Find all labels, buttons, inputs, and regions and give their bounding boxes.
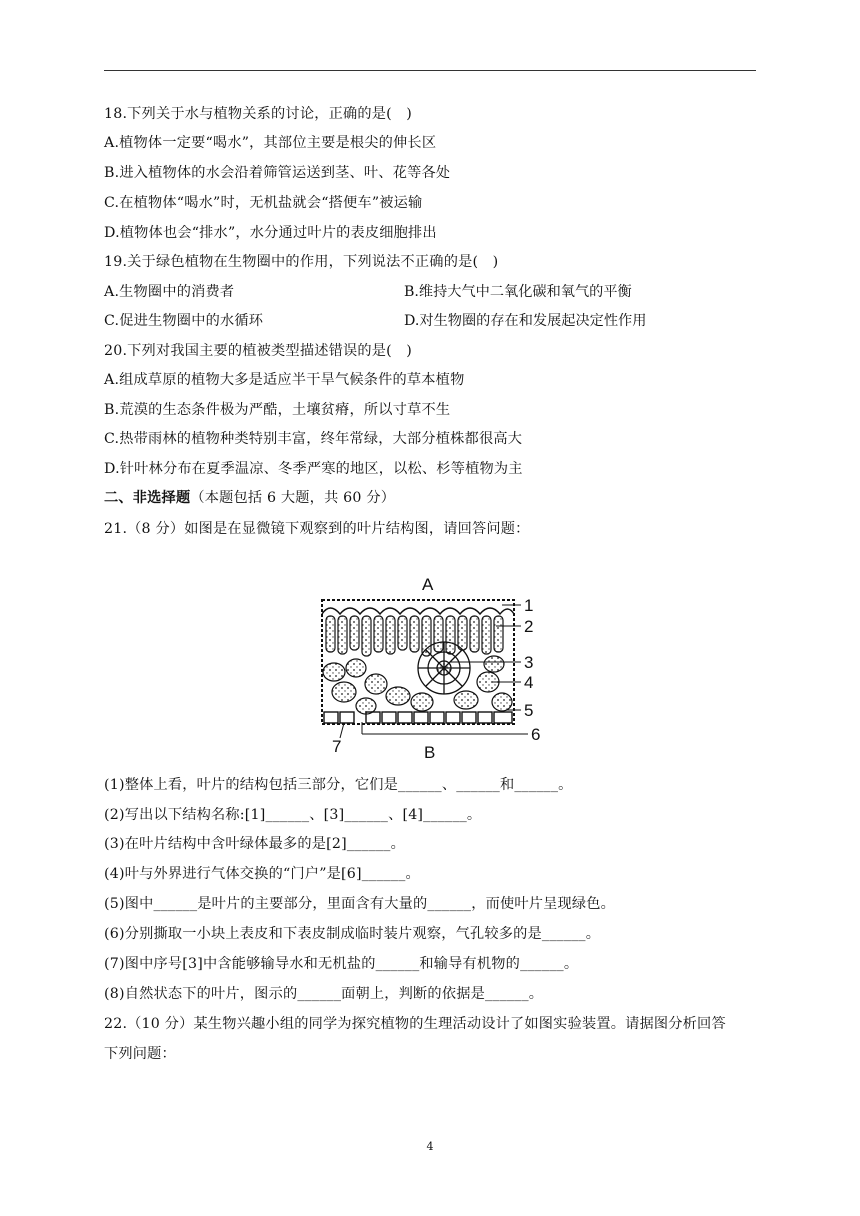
figure-number-2: 2 [524,617,534,636]
q21-sub-3: (3)在叶片结构中含叶绿体最多的是[2]______。 [104,836,405,852]
q21-stem: 21.（8 分）如图是在显微镜下观察到的叶片结构图，请回答问题： [104,521,530,537]
figure-number-4: 4 [524,673,534,692]
figure-number-1: 1 [524,596,534,615]
page-number: 4 [426,1140,434,1153]
q20-stem: 20.下列对我国主要的植被类型描述错误的是( ) [104,343,412,359]
q19-option-a: A.生物圈中的消费者 [104,284,235,300]
q19-option-c: C.促进生物圈中的水循环 [104,313,264,329]
q20-option-a: A.组成草原的植物大多是适应半干旱气候条件的草本植物 [104,372,465,388]
q22-stem-line-1: 22.（10 分）某生物兴趣小组的同学为探究植物的生理活动设计了如图实验装置。请据图分析回答 [104,1016,726,1032]
figure-label-b: B [424,743,436,762]
q18-option-c: C.在植物体“喝水”时，无机盐就会“搭便车”被运输 [104,195,423,211]
section-2-title: 二、非选择题 [104,490,191,506]
q21-sub-6: (6)分别撕取一小块上表皮和下表皮制成临时装片观察，气孔较多的是______。 [104,926,601,942]
figure-number-5: 5 [524,701,534,720]
figure-number-3: 3 [524,653,534,672]
q20-option-d: D.针叶林分布在夏季温凉、冬季严寒的地区，以松、杉等植物为主 [104,461,523,477]
figure-label-a: A [422,575,434,594]
figure-number-6: 6 [531,725,541,744]
q18-option-a: A.植物体一定要“喝水”，其部位主要是根尖的伸长区 [104,135,437,151]
q21-sub-7: (7)图中序号[3]中含能够输导水和无机盐的______和输导有机物的______。 [104,956,579,972]
q19-option-d: D.对生物圈的存在和发展起决定性作用 [404,313,647,329]
q21-sub-1: (1)整体上看，叶片的结构包括三部分，它们是______、______和______。 [104,777,573,793]
q19-stem: 19.关于绿色植物在生物圈中的作用，下列说法不正确的是( ) [104,254,499,270]
q19-option-b: B.维持大气中二氧化碳和氧气的平衡 [404,284,632,300]
q18-stem: 18.下列关于水与植物关系的讨论，正确的是( ) [104,106,412,122]
figure-number-7: 7 [332,737,342,756]
section-2-heading [104,488,395,508]
q18-option-b: B.进入植物体的水会沿着筛管运送到茎、叶、花等各处 [104,165,451,181]
leaf-structure-figure [316,572,552,762]
q20-option-b: B.荒漠的生态条件极为严酷，土壤贫瘠，所以寸草不生 [104,402,451,418]
q21-sub-8: (8)自然状态下的叶片，图示的______面朝上，判断的依据是______。 [104,986,544,1002]
q21-sub-2: (2)写出以下结构名称:[1]______、[3]______、[4]______。 [104,807,482,823]
q18-option-d: D.植物体也会“排水”，水分通过叶片的表皮细胞排出 [104,225,437,241]
q22-stem-line-2: 下列问题： [104,1046,176,1062]
section-2-note: （本题包括 6 大题，共 60 分） [190,490,396,506]
leaf-cross-section-diagram [316,572,552,762]
q21-sub-5: (5)图中______是叶片的主要部分，里面含有大量的______，而使叶片呈现绿色。 [104,896,616,912]
q20-option-c: C.热带雨林的植物种类特别丰富，终年常绿，大部分植株都很高大 [104,431,523,447]
q21-sub-4: (4)叶与外界进行气体交换的“门户”是[6]______。 [104,866,420,882]
header-rule [104,70,756,71]
